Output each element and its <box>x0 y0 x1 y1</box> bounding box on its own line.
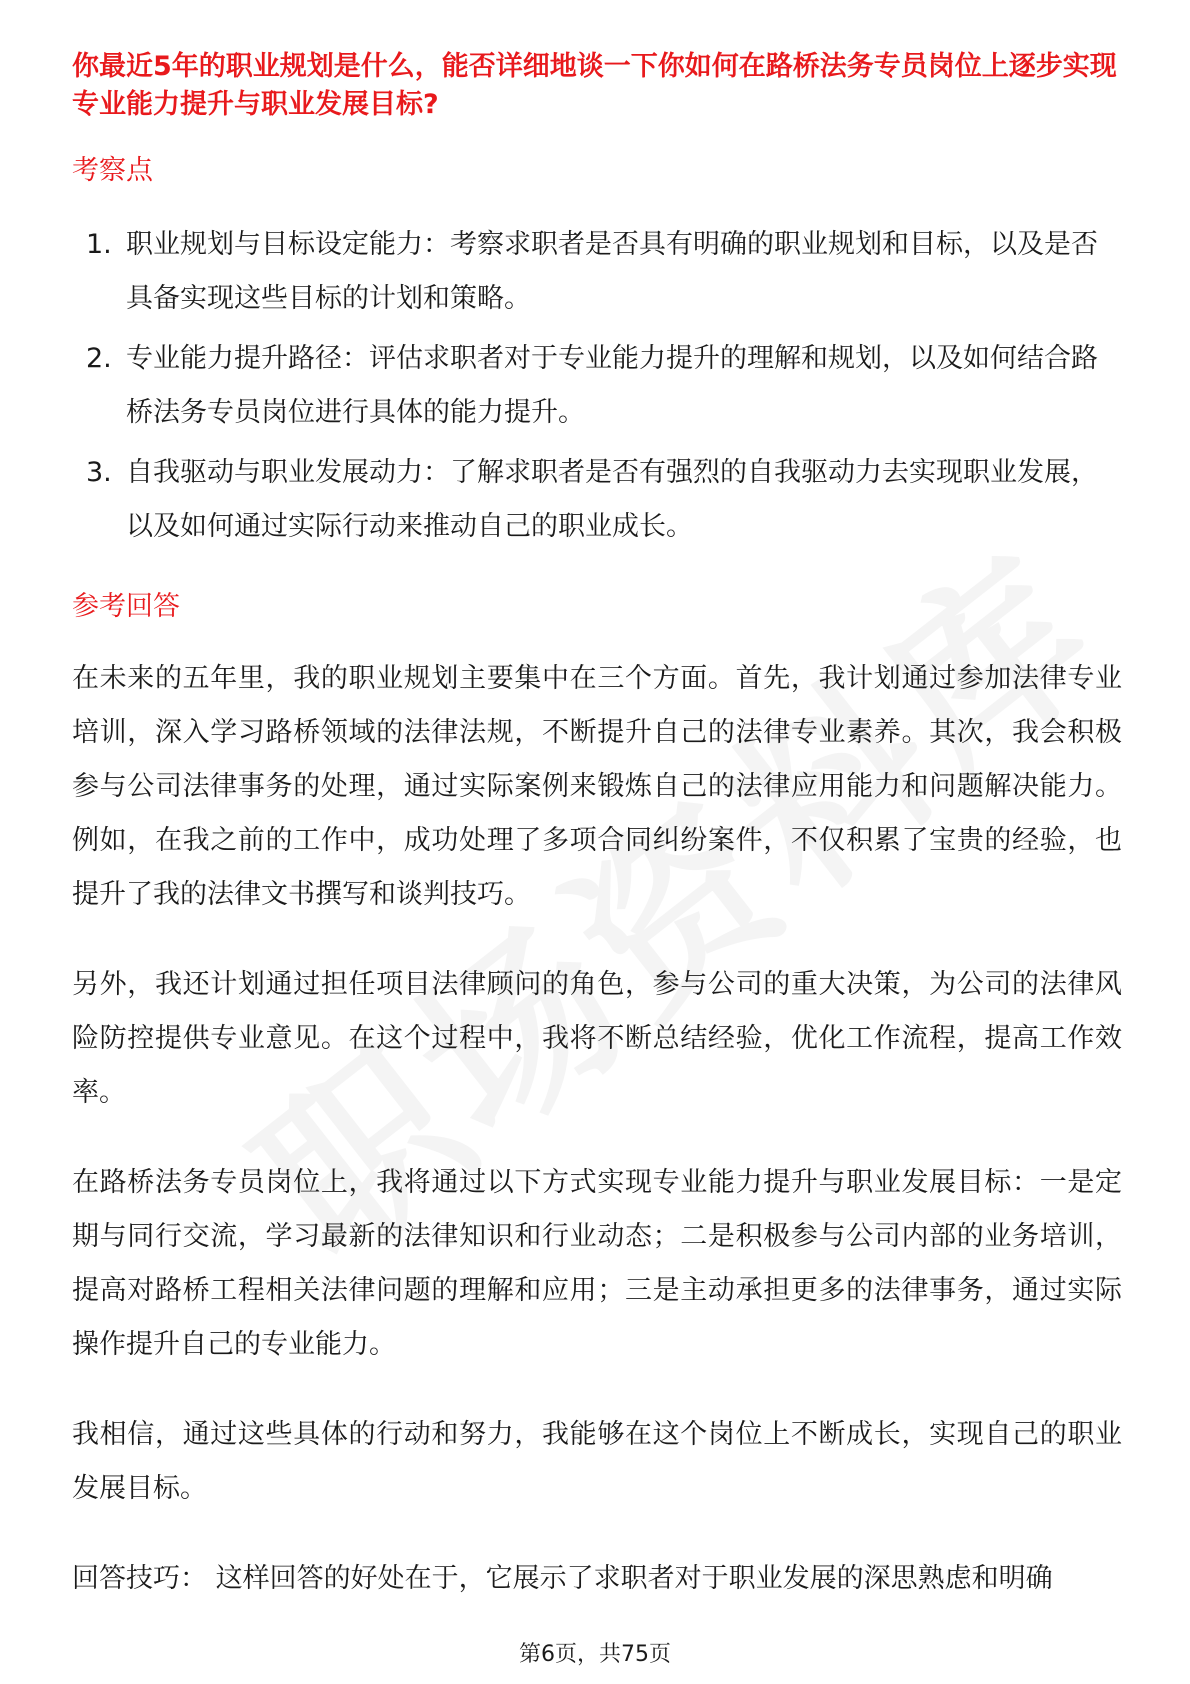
list-item <box>72 218 1122 326</box>
answer-heading: 参考回答 <box>72 591 180 622</box>
document-body <box>72 48 1122 1606</box>
answer-paragraph: 在未来的五年里，我的职业规划主要集中在三个方面。首先，我计划通过参加法律专业培训，深入学习路桥领域的法律法规，不断提升自己的法律专业素养。其次，我会积极参与公司法律事务的处理，通过实际案例来锻炼自己的法律应用能力和问题解决能力。例如，在我之前的工作中，成功处理了多项合同纠纷案件，不仅积累了宝贵的经验，也提升了我的法律文书撰写和谈判技巧。 <box>72 663 1122 910</box>
points-list <box>72 218 1122 554</box>
list-item-text: 专业能力提升路径：评估求职者对于专业能力提升的理解和规划，以及如何结合路桥法务专员岗位进行具体的能力提升。 <box>126 343 1098 428</box>
answer-tips: 回答技巧： 这样回答的好处在于，它展示了求职者对于职业发展的深思熟虑和明确 <box>72 1563 1053 1594</box>
list-item-number: 1. <box>86 229 112 260</box>
answer-paragraph: 另外，我还计划通过担任项目法律顾问的角色，参与公司的重大决策，为公司的法律风险防控提供专业意见。在这个过程中，我将不断总结经验，优化工作流程，提高工作效率。 <box>72 969 1122 1108</box>
answer-paragraph: 在路桥法务专员岗位上，我将通过以下方式实现专业能力提升与职业发展目标：一是定期与同行交流，学习最新的法律知识和行业动态；二是积极参与公司内部的业务培训，提高对路桥工程相关法律问题的理解和应用；三是主动承担更多的法律事务，通过实际操作提升自己的专业能力。 <box>72 1167 1122 1360</box>
question-title: 你最近5年的职业规划是什么，能否详细地谈一下你如何在路桥法务专员岗位上逐步实现专业能力提升与职业发展目标? <box>72 51 1117 120</box>
list-item-number: 3. <box>86 457 112 488</box>
answer-paragraph: 我相信，通过这些具体的行动和努力，我能够在这个岗位上不断成长，实现自己的职业发展目标。 <box>72 1419 1122 1504</box>
points-heading: 考察点 <box>72 155 153 186</box>
list-item-text: 自我驱动与职业发展动力：了解求职者是否有强烈的自我驱动力去实现职业发展，以及如何通过实际行动来推动自己的职业成长。 <box>126 457 1098 542</box>
list-item-text: 职业规划与目标设定能力：考察求职者是否具有明确的职业规划和目标，以及是否具备实现这些目标的计划和策略。 <box>126 229 1098 314</box>
list-item <box>72 446 1122 554</box>
list-item <box>72 332 1122 440</box>
page-number: 第6页，共75页 <box>519 1642 671 1667</box>
list-item-number: 2. <box>86 343 112 374</box>
